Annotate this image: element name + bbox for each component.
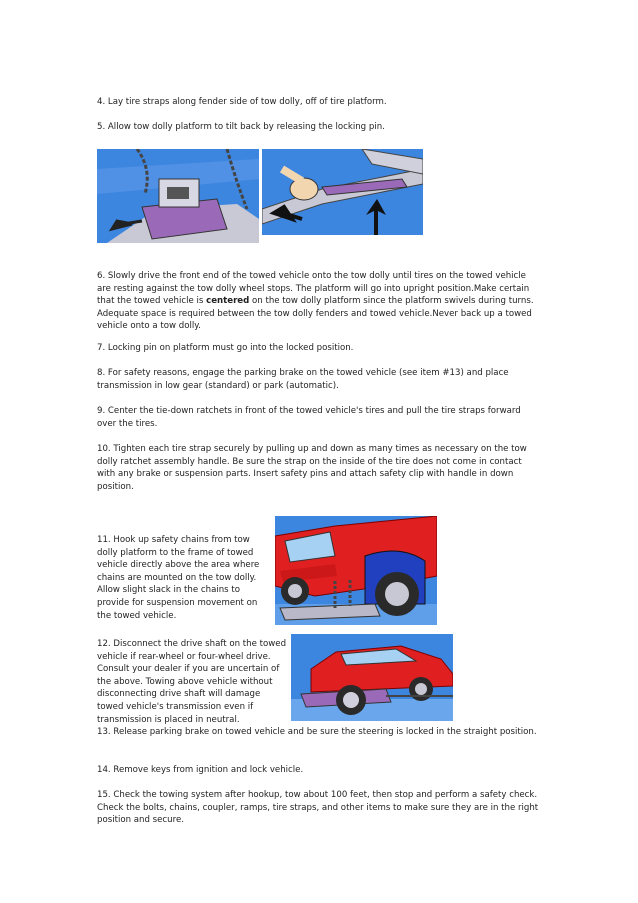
step-9: 9. Center the tie-down ratchets in front of the towed vehicle's tires and pull the tire straps forward over the tires. bbox=[97, 406, 521, 429]
step-15: 15. Check the towing system after hookup, tow about 100 feet, then stop and perform a safety check. Check the bolts, chains, coupler, ramps, tire straps, and other items to make sure they are in the right position and secure. bbox=[97, 790, 539, 826]
figure-tilt-platform bbox=[262, 149, 423, 235]
step-5: 5. Allow tow dolly platform to tilt back by releasing the locking pin. bbox=[97, 122, 385, 132]
step-6 bbox=[97, 270, 540, 333]
step-6-emphasis: centered bbox=[206, 296, 250, 307]
step-11: 11. Hook up safety chains from tow dolly platform to the frame of towed vehicle directly above the area where chains are mounted on the tow dolly. Allow slight slack in the chains to provide for suspension movement on the towed vehicle. bbox=[97, 535, 260, 621]
figure-safety-chains bbox=[275, 516, 437, 625]
step-10: 10. Tighten each tire strap securely by pulling up and down as many times as necessary on the tow dolly ratchet assembly handle. Be sure the strap on the inside of the tire does not come in contact with any brake or suspension parts. Insert safety pins and attach safety clip with handle in down position. bbox=[97, 444, 527, 492]
step-13: 13. Release parking brake on towed vehicle and be sure the steering is locked in the straight position. bbox=[97, 727, 537, 737]
figure-locking-pin bbox=[97, 149, 259, 243]
step-4: 4. Lay tire straps along fender side of tow dolly, off of tire platform. bbox=[97, 97, 387, 107]
step-6-text-a: 6. Slowly drive the front end of the towed vehicle onto the tow dolly until tires on the towed vehicle are resting against the tow dolly wheel stops. The platform will go into upright position.Make certain that the towed vehicle is bbox=[97, 271, 530, 307]
figure-towed-car bbox=[291, 634, 453, 721]
step-8: 8. For safety reasons, engage the parking brake on the towed vehicle (see item #13) and place transmission in low gear (standard) or park (automatic). bbox=[97, 368, 509, 391]
step-6-text-b: on the tow dolly platform since the platform swivels during turns. Adequate space is required between the tow dolly fenders and towed vehicle.Never back up a towed vehicle onto a tow dolly. bbox=[97, 296, 534, 332]
step-12: 12. Disconnect the drive shaft on the towed vehicle if rear-wheel or four-wheel drive. Consult your dealer if you are uncertain of the above. Towing above vehicle without disconnecting drive shaft will damage towed vehicle's transmission even if transmission is placed in neutral. bbox=[97, 639, 287, 725]
step-7: 7. Locking pin on platform must go into the locked position. bbox=[97, 343, 354, 353]
step-14: 14. Remove keys from ignition and lock vehicle. bbox=[97, 765, 304, 775]
